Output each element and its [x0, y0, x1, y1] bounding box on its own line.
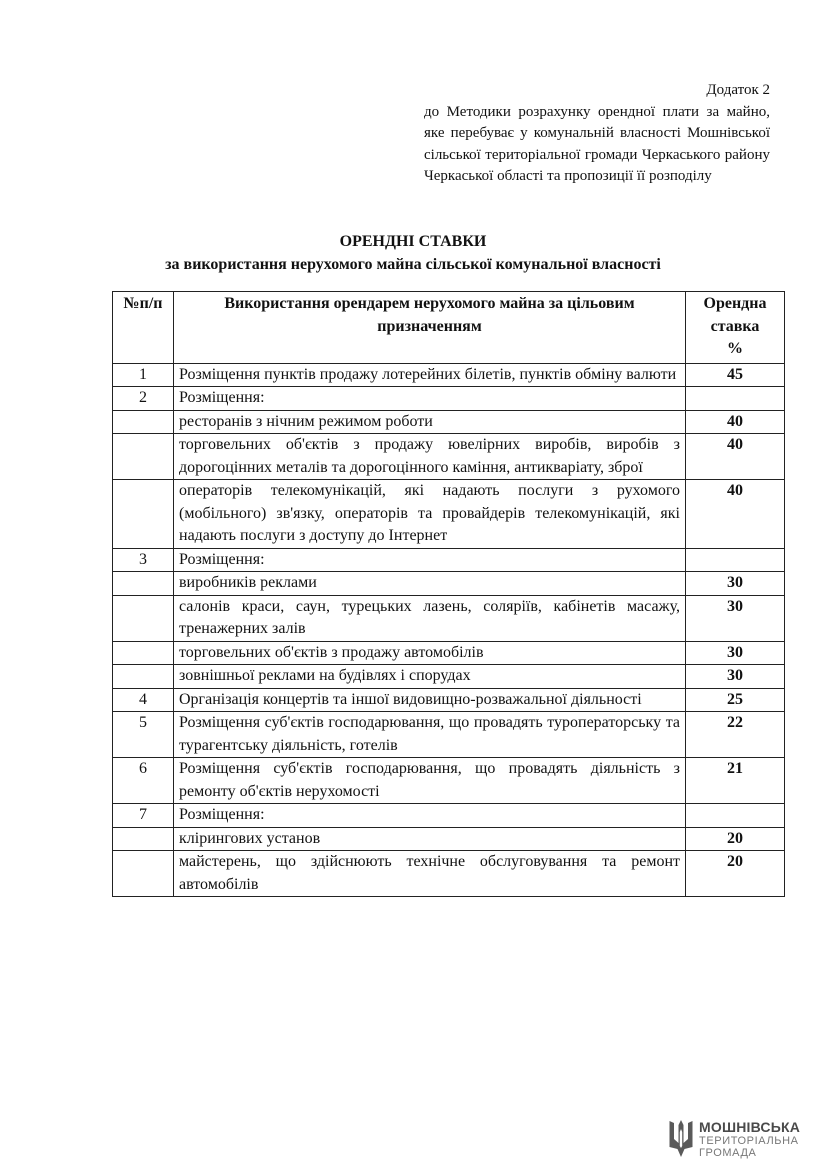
- row-description: торговельних об'єктів з продажу ювелірних виробів, виробів з дорогоцінних металів та дорогоцінного каміння, антикваріату, зброї: [174, 434, 686, 480]
- row-number: [113, 480, 174, 549]
- row-rate: [686, 387, 785, 411]
- addendum-block: [424, 80, 770, 188]
- row-rate: 30: [686, 595, 785, 641]
- row-number: [113, 827, 174, 851]
- row-description: клірингових установ: [174, 827, 686, 851]
- logo-line1: МОШНІВСЬКА: [699, 1118, 801, 1135]
- row-description: зовнішньої реклами на будівлях і спорудах: [174, 665, 686, 689]
- row-rate: 20: [686, 827, 785, 851]
- table-row: [113, 387, 785, 411]
- document-title: [0, 230, 826, 276]
- table-row: [113, 712, 785, 758]
- row-number: [113, 595, 174, 641]
- header-rate-line1: Орендна: [703, 295, 767, 312]
- title-sub: за використання нерухомого майна сільської комунальної власності: [165, 256, 661, 273]
- row-rate: 40: [686, 480, 785, 549]
- row-description: Розміщення:: [174, 387, 686, 411]
- row-rate: [686, 804, 785, 828]
- logo-line2: ТЕРИТОРІАЛЬНА: [699, 1134, 799, 1147]
- trident-icon: [668, 1119, 694, 1159]
- table-row: [113, 758, 785, 804]
- row-rate: 21: [686, 758, 785, 804]
- table-row: [113, 572, 785, 596]
- row-rate: 45: [686, 363, 785, 387]
- table-row: [113, 548, 785, 572]
- header-rate-line2: ставка: [710, 317, 760, 335]
- table-row: [113, 851, 785, 897]
- header-rate-line3: %: [727, 340, 743, 357]
- row-number: 1: [113, 363, 174, 387]
- table-row: [113, 410, 785, 434]
- table-row: [113, 665, 785, 689]
- header-rate: [686, 292, 785, 364]
- logo-line3: ГРОМАДА: [699, 1146, 757, 1159]
- row-description: торговельних об'єктів з продажу автомобілів: [174, 641, 686, 665]
- row-description: Розміщення:: [174, 804, 686, 828]
- table-row: [113, 595, 785, 641]
- row-rate: 40: [686, 410, 785, 434]
- row-description: майстерень, що здійснюють технічне обслуговування та ремонт автомобілів: [174, 851, 686, 897]
- header-use: Використання орендарем нерухомого майна за цільовим призначенням: [174, 292, 686, 364]
- community-logo: [668, 1116, 818, 1162]
- row-description: Розміщення пунктів продажу лотерейних білетів, пунктів обміну валюти: [174, 363, 686, 387]
- row-rate: 22: [686, 712, 785, 758]
- table-header-row: [113, 292, 785, 364]
- row-number: [113, 410, 174, 434]
- row-number: [113, 434, 174, 480]
- addendum-label: Додаток 2: [706, 82, 770, 98]
- table-row: [113, 827, 785, 851]
- row-number: 6: [113, 758, 174, 804]
- row-number: 3: [113, 548, 174, 572]
- row-number: [113, 641, 174, 665]
- table-row: [113, 804, 785, 828]
- row-rate: 30: [686, 572, 785, 596]
- row-rate: 40: [686, 434, 785, 480]
- table-row: [113, 480, 785, 549]
- row-description: ресторанів з нічним режимом роботи: [174, 410, 686, 434]
- rates-table: [112, 291, 785, 897]
- row-number: [113, 851, 174, 897]
- addendum-text: до Методики розрахунку орендної плати за майно, яке перебуває у комунальній власності Мошнівської сільської територіальної громади Черкаського району Черкаської області та пропозиції її розподілу: [424, 103, 770, 184]
- row-description: салонів краси, саун, турецьких лазень, соляріїв, кабінетів масажу, тренажерних залів: [174, 595, 686, 641]
- row-description: Розміщення суб'єктів господарювання, що провадять діяльність з ремонту об'єктів нерухомості: [174, 758, 686, 804]
- row-rate: [686, 548, 785, 572]
- row-number: 5: [113, 712, 174, 758]
- row-number: 4: [113, 688, 174, 712]
- row-description: Розміщення:: [174, 548, 686, 572]
- row-description: Розміщення суб'єктів господарювання, що провадять туроператорську та турагентську діяльність, готелів: [174, 712, 686, 758]
- row-number: 7: [113, 804, 174, 828]
- row-rate: 20: [686, 851, 785, 897]
- table-row: [113, 641, 785, 665]
- row-number: [113, 665, 174, 689]
- row-rate: 25: [686, 688, 785, 712]
- row-rate: 30: [686, 641, 785, 665]
- title-main: ОРЕНДНІ СТАВКИ: [339, 233, 487, 250]
- row-description: операторів телекомунікацій, які надають послуги з рухомого (мобільного) зв'язку, операторів та провайдерів телекомунікацій, які надають послуги з доступу до Інтернет: [174, 480, 686, 549]
- row-number: 2: [113, 387, 174, 411]
- row-description: Організація концертів та іншої видовищно-розважальної діяльності: [174, 688, 686, 712]
- row-number: [113, 572, 174, 596]
- table-row: [113, 434, 785, 480]
- header-num: №п/п: [113, 292, 174, 364]
- table-row: [113, 688, 785, 712]
- row-rate: 30: [686, 665, 785, 689]
- table-row: [113, 363, 785, 387]
- row-description: виробників реклами: [174, 572, 686, 596]
